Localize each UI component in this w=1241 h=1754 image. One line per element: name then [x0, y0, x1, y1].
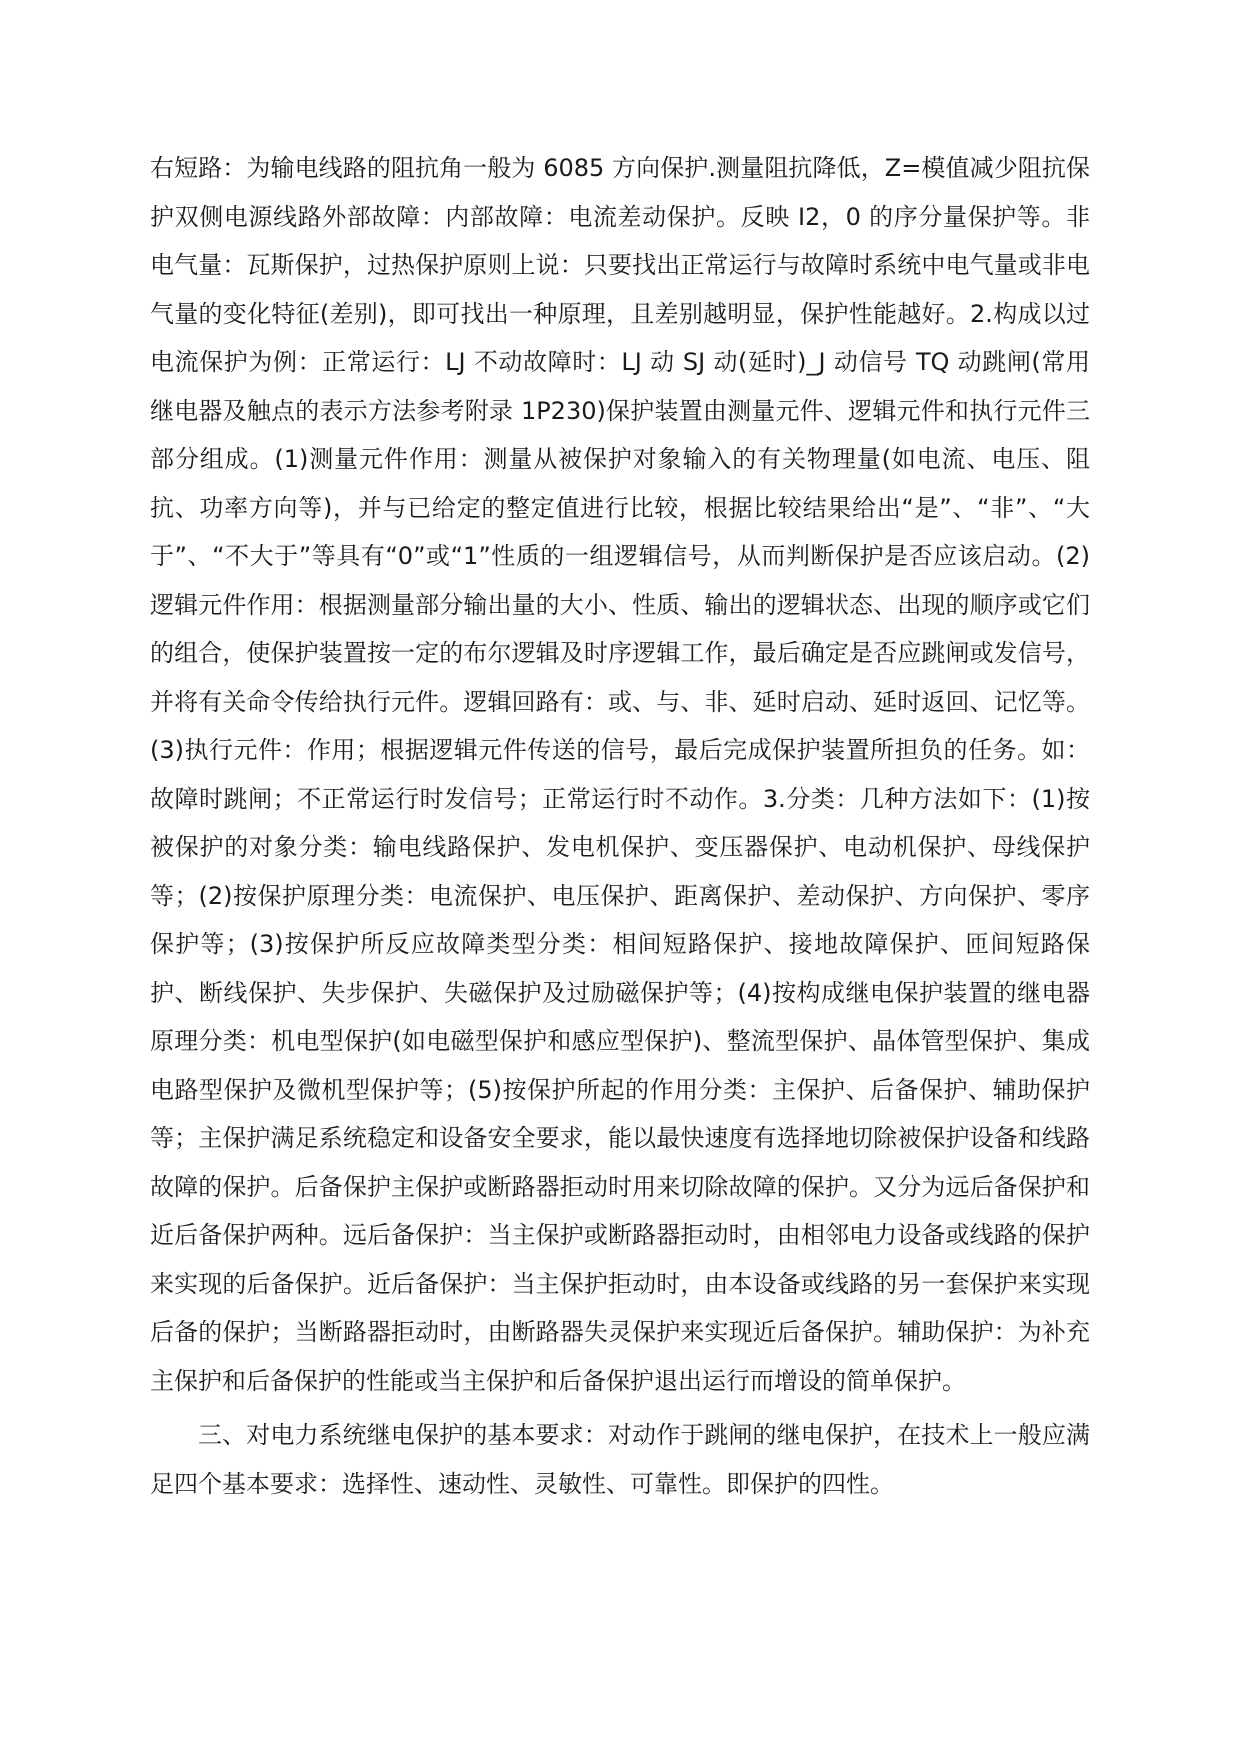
body-paragraph-2: 三、对电力系统继电保护的基本要求：对动作于跳闸的继电保护，在技术上一般应满足四个基本要求：选择性、速动性、灵敏性、可靠性。即保护的四性。 — [150, 1421, 1090, 1498]
document-page — [150, 144, 1090, 1508]
body-paragraph-1: 右短路：为输电线路的阻抗角一般为 6085 方向保护.测量阻抗降低，Z=模值减少阻抗保护双侧电源线路外部故障：内部故障：电流差动保护。反映 I2，0 的序分量保护等。非电气量：瓦斯保护，过热保护原则上说：只要找出正常运行与故障时系统中电气量或非电气量的变化特征(差别)，即可找出一种原理，且差别越明显，保护性能越好。2.构成以过电流保护为例：正常运行：LJ 不动故障时：LJ 动 SJ 动(延时)_J 动信号 TQ 动跳闸(常用继电器及触点的表示方法参考附录 1P230)保护装置由测量元件、逻辑元件和执行元件三部分组成。(1)测量元件作用：测量从被保护对象输入的有关物理量(如电流、电压、阻抗、功率方向等)，并与已给定的整定值进行比较，根据比较结果给出“是”、“非”、“大于”、“不大于”等具有“0”或“1”性质的一组逻辑信号，从而判断保护是否应该启动。(2)逻辑元件作用：根据测量部分输出量的大小、性质、输出的逻辑状态、出现的顺序或它们的组合，使保护装置按一定的布尔逻辑及时序逻辑工作，最后确定是否应跳闸或发信号，并将有关命令传给执行元件。逻辑回路有：或、与、非、延时启动、延时返回、记忆等。(3)执行元件：作用；根据逻辑元件传送的信号，最后完成保护装置所担负的任务。如：故障时跳闸；不正常运行时发信号；正常运行时不动作。3.分类：几种方法如下：(1)按被保护的对象分类：输电线路保护、发电机保护、变压器保护、电动机保护、母线保护等；(2)按保护原理分类：电流保护、电压保护、距离保护、差动保护、方向保护、零序保护等；(3)按保护所反应故障类型分类：相间短路保护、接地故障保护、匝间短路保护、断线保护、失步保护、失磁保护及过励磁保护等；(4)按构成继电保护装置的继电器原理分类：机电型保护(如电磁型保护和感应型保护)、整流型保护、晶体管型保护、集成电路型保护及微机型保护等；(5)按保护所起的作用分类：主保护、后备保护、辅助保护等；主保护满足系统稳定和设备安全要求，能以最快速度有选择地切除被保护设备和线路故障的保护。后备保护主保护或断路器拒动时用来切除故障的保护。又分为远后备保护和近后备保护两种。远后备保护：当主保护或断路器拒动时，由相邻电力设备或线路的保护来实现的后备保护。近后备保护：当主保护拒动时，由本设备或线路的另一套保护来实现后备的保护；当断路器拒动时，由断路器失灵保护来实现近后备保护。辅助保护：为补充主保护和后备保护的性能或当主保护和后备保护退出运行而增设的简单保护。 — [150, 154, 1090, 1395]
